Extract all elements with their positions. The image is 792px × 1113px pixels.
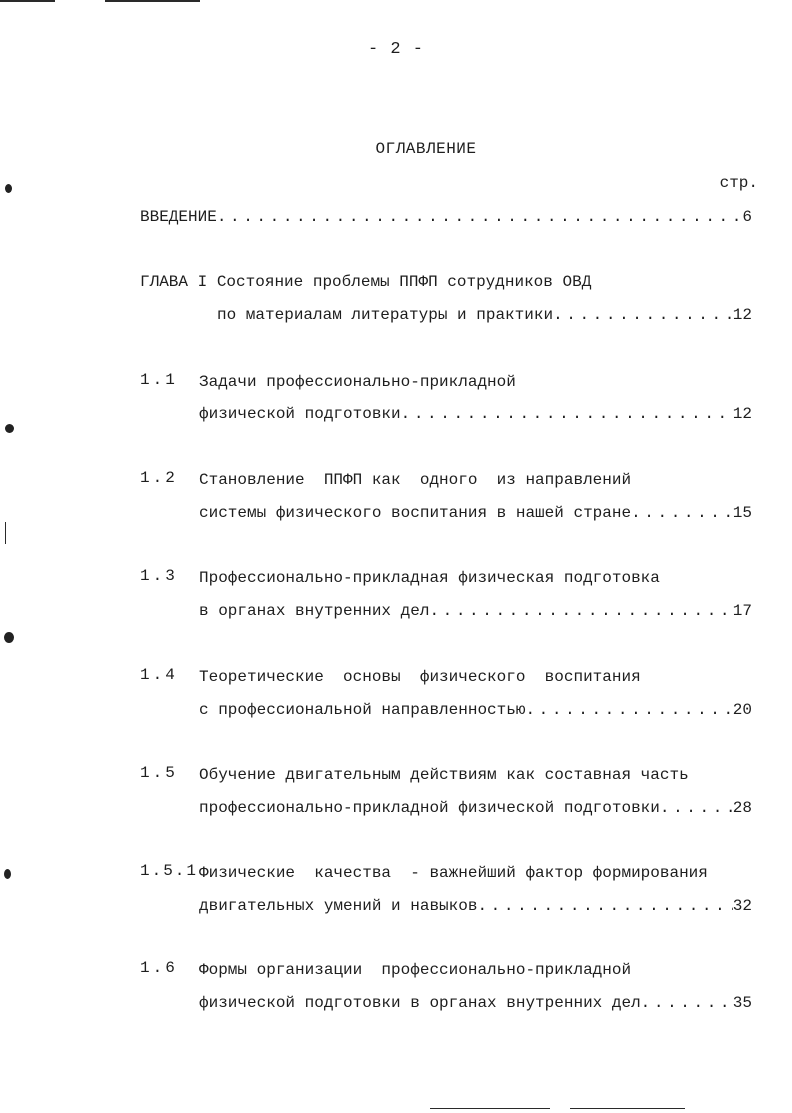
toc-entry-line2 bbox=[199, 895, 752, 917]
toc-entry-number: 1.5.1 bbox=[140, 862, 199, 880]
toc-entry-text: профессионально-прикладной физической подготовки bbox=[199, 799, 660, 817]
toc-entry-page: 12 bbox=[732, 306, 752, 324]
scan-edge-mark bbox=[570, 1108, 685, 1109]
toc-entry-text: двигательных умений и навыков bbox=[199, 897, 478, 915]
leader-dots bbox=[641, 992, 733, 1014]
chapter-title-line2: по материалам литературы и практики bbox=[217, 306, 554, 324]
toc-entry-number: 1.2 bbox=[140, 469, 178, 487]
binding-hole-mark bbox=[5, 522, 6, 544]
toc-entry-line2 bbox=[199, 992, 752, 1014]
toc-entry-text: системы физического воспитания в нашей стране bbox=[199, 504, 632, 522]
toc-entry-page: 20 bbox=[732, 701, 752, 719]
leader-dots bbox=[401, 403, 733, 425]
toc-entry-page: 28 bbox=[732, 799, 752, 817]
toc-entry-line1: Физические качества - важнейший фактор формирования bbox=[199, 864, 708, 882]
toc-title: ОГЛАВЛЕНИЕ bbox=[375, 140, 477, 158]
toc-entry-line1: Задачи профессионально-прикладной bbox=[199, 373, 516, 391]
toc-entry-line1: Профессионально-прикладная физическая подготовка bbox=[199, 569, 660, 587]
toc-entry-line1: Формы организации профессионально-прикладной bbox=[199, 961, 632, 979]
toc-entry-text: физической подготовки в органах внутренних дел bbox=[199, 994, 641, 1012]
chapter-title-line1: Состояние проблемы ППФП сотрудников ОВД bbox=[216, 273, 592, 291]
binding-hole-mark bbox=[5, 184, 12, 193]
page-column-label: стр. bbox=[719, 174, 758, 192]
toc-entry-line2 bbox=[199, 699, 752, 721]
scan-edge-mark bbox=[105, 0, 200, 2]
leader-dots bbox=[429, 600, 732, 622]
leader-dots bbox=[477, 895, 732, 917]
toc-entry-page: 6 bbox=[742, 208, 752, 226]
toc-entry-label: ВВЕДЕНИЕ bbox=[140, 208, 217, 226]
toc-entry-line2 bbox=[199, 600, 752, 622]
toc-entry-text: с профессиональной направленностью bbox=[199, 701, 526, 719]
toc-entry-introduction bbox=[140, 206, 752, 228]
page-number: - 2 - bbox=[367, 40, 424, 59]
toc-entry-text: в органах внутренних дел bbox=[199, 602, 430, 620]
leader-dots bbox=[217, 206, 743, 228]
toc-entry-line2 bbox=[199, 403, 752, 425]
toc-entry-page: 12 bbox=[732, 405, 752, 423]
toc-entry-page: 32 bbox=[732, 897, 752, 915]
binding-hole-mark bbox=[5, 424, 14, 433]
toc-entry-number: 1.5 bbox=[140, 764, 178, 782]
scan-edge-mark bbox=[0, 0, 55, 2]
scan-edge-mark bbox=[430, 1108, 550, 1109]
toc-entry-number: 1.4 bbox=[140, 666, 178, 684]
toc-entry-number: 1.1 bbox=[140, 371, 178, 389]
toc-entry-page: 35 bbox=[732, 994, 752, 1012]
chapter-label: ГЛАВА I bbox=[140, 273, 208, 291]
toc-chapter-line2 bbox=[217, 304, 752, 326]
toc-entry-number: 1.6 bbox=[140, 959, 178, 977]
toc-entry-line2 bbox=[199, 797, 752, 819]
leader-dots bbox=[631, 502, 733, 524]
toc-entry-line1: Становление ППФП как одного из направлений bbox=[199, 471, 632, 489]
toc-entry-line2 bbox=[199, 502, 752, 524]
toc-entry-number: 1.3 bbox=[140, 567, 178, 585]
leader-dots bbox=[525, 699, 732, 721]
binding-hole-mark bbox=[4, 869, 11, 879]
binding-hole-mark bbox=[4, 632, 14, 643]
toc-entry-line1: Обучение двигательным действиям как составная часть bbox=[199, 766, 689, 784]
toc-entry-line1: Теоретические основы физического воспитания bbox=[199, 668, 641, 686]
toc-entry-text: физической подготовки bbox=[199, 405, 401, 423]
leader-dots bbox=[553, 304, 733, 326]
toc-chapter-heading bbox=[140, 271, 591, 293]
toc-entry-page: 17 bbox=[732, 602, 752, 620]
toc-entry-page: 15 bbox=[732, 504, 752, 522]
leader-dots bbox=[660, 797, 733, 819]
